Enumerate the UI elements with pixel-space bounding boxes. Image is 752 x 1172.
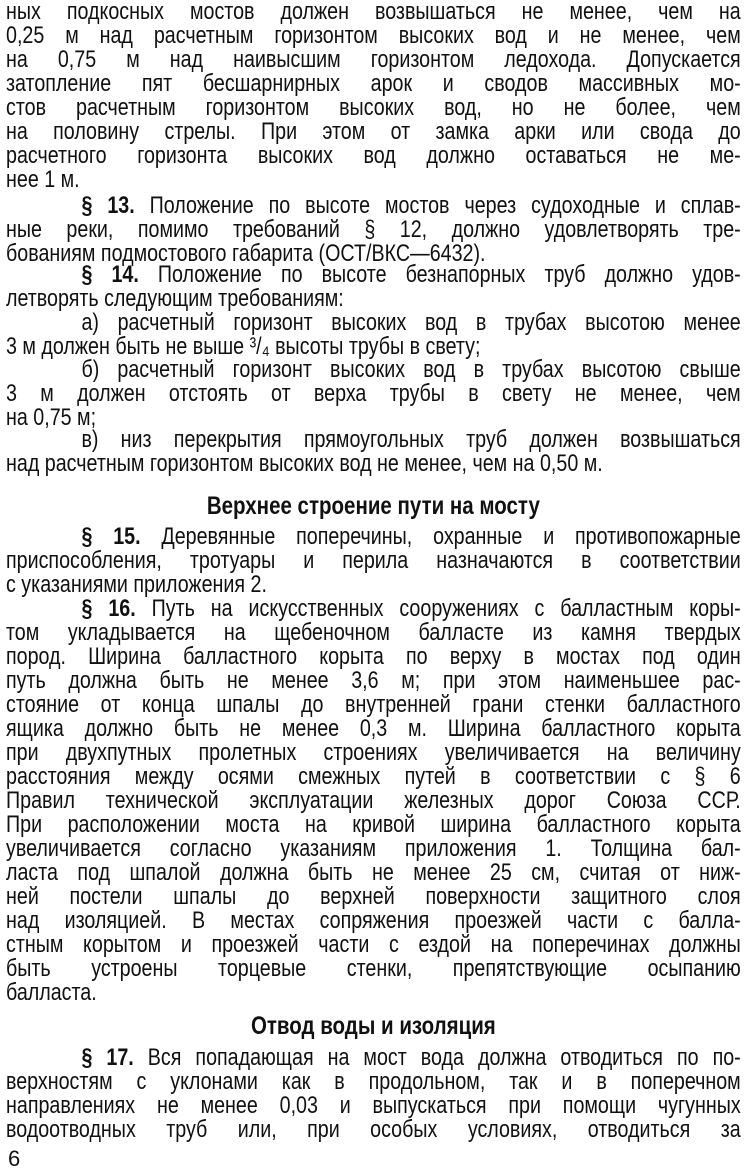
text-line: в) низ перекрытия прямоугольных труб должен возвышаться bbox=[81, 426, 741, 453]
text-line: § 17. Вся попадающая на мост вода должна отводиться по по- bbox=[81, 1044, 741, 1071]
text-line: б) расчетный горизонт высоких вод в трубах высотою свыше bbox=[81, 356, 741, 383]
text-line: с указаниями приложения 2. bbox=[6, 571, 267, 598]
page-number: 6 bbox=[8, 1146, 21, 1171]
text-line: том укладывается на щебеночном балласте из камня твердых bbox=[6, 619, 741, 646]
text-line: на 0,75 м; bbox=[6, 404, 97, 431]
text-line: 3 м должен быть не выше ³/₄ высоты трубы в свету; bbox=[6, 333, 481, 360]
text-line: § 15. Деревянные поперечины, охранные и противопожарные bbox=[81, 523, 741, 550]
text-line: летворять следующим требованиям: bbox=[6, 285, 344, 312]
text-line: на 0,75 м над наивысшим горизонтом ледохода. Допускается bbox=[6, 46, 741, 73]
text-line: стояние от конца шпалы до внутренней грани стенки балластного bbox=[6, 691, 741, 718]
text-line: § 16. Путь на искусственных сооружениях с балластным коры- bbox=[81, 595, 741, 622]
paragraph-number: § 16. bbox=[81, 595, 136, 622]
text-line: приспособления, тротуары и перила назначаются в соответствии bbox=[6, 547, 741, 574]
text-line: при двухпутных пролетных строениях увеличивается на величину bbox=[6, 739, 741, 766]
text-line: § 14. Положение по высоте безнапорных труб должно удов- bbox=[81, 261, 741, 288]
text-line: стов расчетным горизонтом высоких вод, но не более, чем bbox=[6, 94, 741, 121]
text-line: быть устроены торцевые стенки, препятствующие осыпанию bbox=[6, 955, 741, 982]
text-line: над расчетным горизонтом высоких вод не менее, чем на 0,50 м. bbox=[6, 450, 603, 477]
text-line: затопление пят бесшарнирных арок и сводов массивных мо- bbox=[6, 70, 741, 97]
section-heading: Верхнее строение пути на мосту bbox=[206, 492, 540, 520]
text-line: расчетного горизонта высоких вод должно оставаться не ме- bbox=[6, 142, 741, 169]
text-line: ных подкосных мостов должен возвышаться не менее, чем на bbox=[6, 0, 741, 25]
text-line: При расположении моста на кривой ширина балластного корыта bbox=[6, 811, 741, 838]
text-line: направлениях не менее 0,03 и выпускаться при помощи чугунных bbox=[6, 1092, 741, 1119]
paragraph-number: § 13. bbox=[81, 192, 135, 219]
text-line: бованиям подмостового габарита (ОСТ/ВКС—6432). bbox=[6, 240, 486, 267]
text-line: ящика должно быть не менее 0,3 м. Ширина балластного корыта bbox=[6, 715, 741, 742]
text-line: стным корытом и проезжей части с ездой на поперечинах должны bbox=[6, 931, 741, 958]
text-line: балласта. bbox=[6, 979, 97, 1006]
text-line: а) расчетный горизонт высоких вод в трубах высотою менее bbox=[81, 309, 741, 336]
text-line: пород. Ширина балластного корыта по верху в мостах под один bbox=[6, 643, 741, 670]
text-line: ней постели шпалы до верхней поверхности защитного слоя bbox=[6, 883, 741, 910]
text-line: на половину стрелы. При этом от замка арки или свода до bbox=[6, 118, 741, 145]
text-line: расстояния между осями смежных путей в соответствии с § 6 bbox=[6, 763, 741, 790]
text-line: путь должна быть не менее 3,6 м; при этом наименьшее рас- bbox=[6, 667, 741, 694]
text-line: нее 1 м. bbox=[6, 166, 80, 193]
text-line: ласта под шпалой должна быть не менее 25 см, считая от ниж- bbox=[6, 859, 741, 886]
text-line: увеличивается согласно указаниям приложения 1. Толщина бал- bbox=[6, 835, 741, 862]
paragraph-number: § 15. bbox=[81, 523, 141, 550]
text-line: водоотводных труб или, при особых условиях, отводиться за bbox=[6, 1116, 741, 1143]
text-line: Правил технической эксплуатации железных дорог Союза ССР. bbox=[6, 787, 741, 814]
text-line: над изоляцией. В местах сопряжения проезжей части с балла- bbox=[6, 907, 741, 934]
section-heading: Отвод воды и изоляция bbox=[250, 1012, 496, 1040]
paragraph-number: § 14. bbox=[81, 261, 139, 288]
text-line: 3 м должен отстоять от верха трубы в свету не менее, чем bbox=[6, 380, 741, 407]
text-line: 0,25 м над расчетным горизонтом высоких вод и не менее, чем bbox=[6, 22, 741, 49]
text-line: ные реки, помимо требований § 12, должно удовлетворять тре- bbox=[6, 216, 741, 243]
text-line: верхностям с уклонами как в продольном, так и в поперечном bbox=[6, 1068, 741, 1095]
text-line: § 13. Положение по высоте мостов через судоходные и сплав- bbox=[81, 192, 741, 219]
paragraph-number: § 17. bbox=[81, 1044, 134, 1071]
